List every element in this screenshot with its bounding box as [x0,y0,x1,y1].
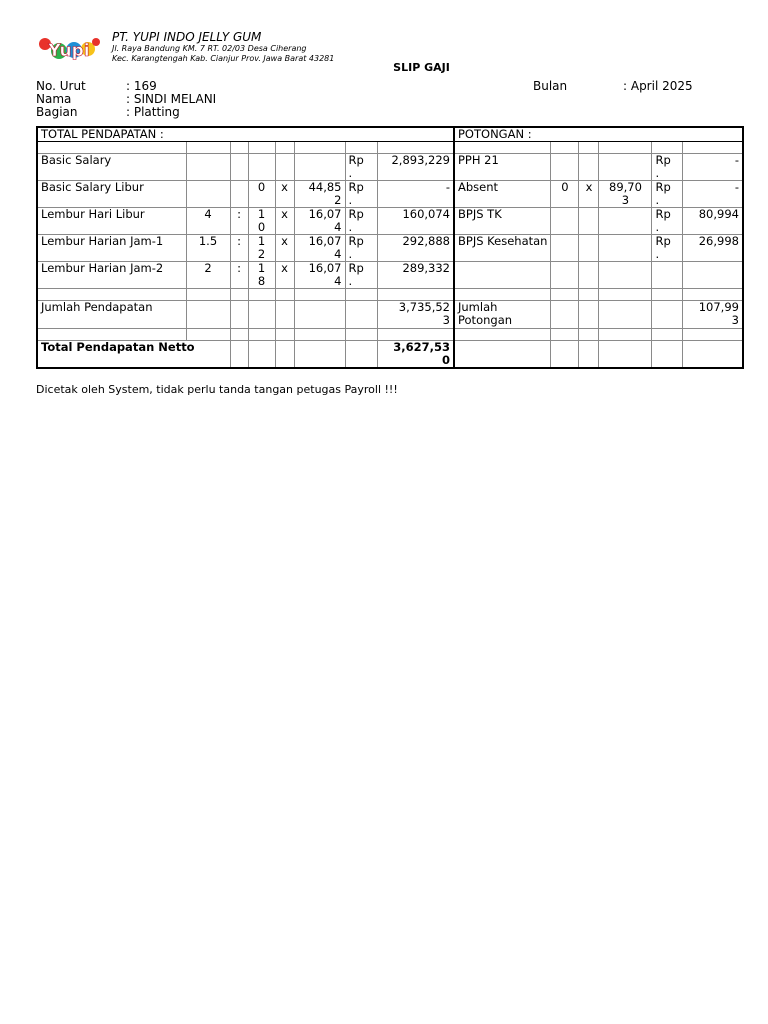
cell-rate: 16,07 4 [294,208,345,235]
cell-d-qty [551,262,579,289]
currency-label: Rp . [652,208,683,235]
company-address-2: Kec. Karangtengah Kab. Cianjur Prov. Jawa Barat 43281 [112,54,335,63]
bagian-label: Bagian [36,105,78,119]
employee-info [36,80,216,119]
cell-qty [186,154,230,181]
cell-hours: 1 2 [248,235,275,262]
table-row [37,208,743,235]
income-header: TOTAL PENDAPATAN : [37,127,454,142]
total-row [37,301,743,329]
cell-d-amount: - [683,181,743,208]
cell-hours: 0 [248,181,275,208]
total-deduction-label: Jumlah Potongan [454,301,551,329]
cell-qty: 2 [186,262,230,289]
cell-d-qty: 0 [551,181,579,208]
currency-label: Rp . [345,181,377,208]
no-urut-value: : 169 [126,79,157,93]
cell-rate: 16,07 4 [294,235,345,262]
cell-x: x [275,208,294,235]
cell-colon [230,154,248,181]
cell-colon: : [230,235,248,262]
cell-d-rate [599,262,652,289]
currency-label: Rp . [652,181,683,208]
nama-value: : SINDI MELANI [126,92,217,106]
cell-d-x [579,235,599,262]
footer-note: Dicetak oleh System, tidak perlu tanda tangan petugas Payroll !!! [36,383,398,396]
cell-d-label: BPJS TK [454,208,551,235]
cell-label: Basic Salary [37,154,186,181]
currency-label: Rp . [652,235,683,262]
table-row [37,154,743,181]
deduction-header: POTONGAN : [454,127,743,142]
cell-d-x [579,154,599,181]
cell-d-label: BPJS Kesehatan [454,235,551,262]
total-income-value: 3,735,52 3 [377,301,454,329]
yupi-logo [36,32,102,64]
nama-label: Nama [36,92,72,106]
cell-colon: : [230,262,248,289]
cell-label: Lembur Harian Jam-2 [37,262,186,289]
currency-label: Rp . [652,154,683,181]
cell-amount: 289,332 [377,262,454,289]
cell-hours [248,154,275,181]
cell-hours: 1 8 [248,262,275,289]
cell-qty: 1.5 [186,235,230,262]
currency-label: Rp . [345,235,377,262]
cell-amount: 160,074 [377,208,454,235]
cell-d-rate [599,235,652,262]
total-income-label: Jumlah Pendapatan [37,301,186,329]
table-row [37,181,743,208]
cell-colon: : [230,208,248,235]
cell-rate: 16,07 4 [294,262,345,289]
table-row [37,262,743,289]
currency-label: Rp . [345,154,377,181]
cell-d-qty [551,208,579,235]
cell-colon [230,181,248,208]
cell-label: Lembur Hari Libur [37,208,186,235]
bulan-value: : April 2025 [623,79,693,93]
cell-d-label: Absent [454,181,551,208]
total-deduction-value: 107,99 3 [683,301,743,329]
bagian-value: : Platting [126,105,180,119]
cell-x: x [275,235,294,262]
cell-qty: 4 [186,208,230,235]
net-row [37,341,743,369]
cell-amount: 292,888 [377,235,454,262]
cell-d-amount [683,262,743,289]
cell-rate [294,154,345,181]
salary-table [36,126,744,369]
table-row [37,235,743,262]
period-info [533,80,693,93]
currency-label: Rp . [345,208,377,235]
cell-d-qty [551,154,579,181]
cell-d-label [454,262,551,289]
cell-label: Lembur Harian Jam-1 [37,235,186,262]
currency-label: Rp . [345,262,377,289]
cell-x: x [275,262,294,289]
company-address-1: Jl. Raya Bandung KM. 7 RT. 02/03 Desa Ciherang [112,44,307,53]
cell-qty [186,181,230,208]
cell-d-label: PPH 21 [454,154,551,181]
cell-hours: 1 0 [248,208,275,235]
cell-d-rate: 89,70 3 [599,181,652,208]
cell-d-rate [599,154,652,181]
cell-rate: 44,85 2 [294,181,345,208]
cell-amount: - [377,181,454,208]
cell-d-x: x [579,181,599,208]
cell-d-rate [599,208,652,235]
cell-d-qty [551,235,579,262]
bulan-label: Bulan [533,79,568,93]
cell-d-amount: 26,998 [683,235,743,262]
company-block [112,30,334,64]
cell-amount: 2,893,229 [377,154,454,181]
logo-text: Yupi [48,41,90,61]
slip-title: SLIP GAJI [393,61,450,74]
net-label: Total Pendapatan Netto [37,341,230,369]
cell-label: Basic Salary Libur [37,181,186,208]
cell-d-x [579,208,599,235]
cell-d-amount: 80,994 [683,208,743,235]
cell-d-x [579,262,599,289]
company-name: PT. YUPI INDO JELLY GUM [112,30,262,44]
cell-x [275,154,294,181]
net-value: 3,627,53 0 [377,341,454,369]
no-urut-label: No. Urut [36,79,86,93]
cell-d-amount: - [683,154,743,181]
cell-x: x [275,181,294,208]
